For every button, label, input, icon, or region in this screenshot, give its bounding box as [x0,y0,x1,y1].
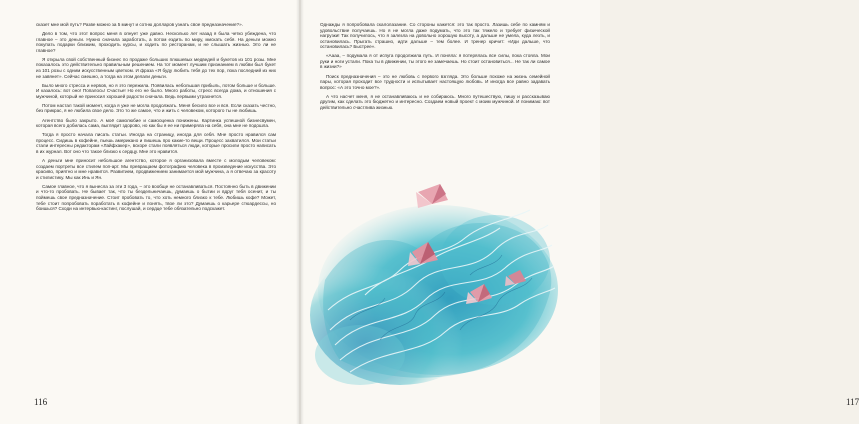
paragraph: Дело в том, что этот вопрос меня в опнует уже давно. Несколько лет назад я была четко убеждена, что главное – это деньги. Нужно сначала заработать, а потом ездить по миру, мискать себя. На деньги можно покупать подарки близким, проходить курсы, и ходить по ресторанам, и не слышать жизнью. Это ли не главное? [36,31,276,53]
paragraph: А деньги мне приносит небольшое агентство, которое я организовала вместе с молодым человеком: создаем портреты все стилем поп-арт. Мы превращаем фотографию человека в произведение искусства. Это красиво, приятно и мне нравится. Развитием, продвижением занимается мой мужчина, а я отвечаю за красоту и стилистику. Мы как Инь и Ян. [36,158,276,180]
paragraph: сказет мне мой путь? Разве можно за 5 минут и сотню долларов узнать свое предназначение?». [36,22,243,27]
ink-wash-shape [310,205,558,385]
paragraph: Потом настал такой момент, когда я уже не могла продолжать. Меня бесило все и вся. Если сказать честно, без прикрас, я не любила свое дело. Это то же самое, что и жить с человеком, которого ты не любишь. [36,102,276,114]
right-page-number: 117 [846,397,859,407]
paper-boat-icon [416,184,448,208]
left-page-text [36,22,276,215]
paragraph: Однажды я попробовала скалолазание. Со стороны кажется: это так просто. Лазишь себе по камням и удовольствие получаешь. Но я не могла даже подумать, что это так тяжело и требует физической нагрузки! Так получилось, что я залезла на довольно хорошую высоту, а дальше не умела, куда лезть, и остановилась. Прыгать страшно, идти дальше – тем более. И тренер кричит: «Иди дальше, что остановилась? Быстрее». [320,22,550,50]
left-page [0,0,299,424]
paragraph: «Аааа, – подумала я от испуга продолжила путь. И поняла: я потерялась все силы, пока стояла. Мои руки и ноги устали. Пока ты в движении, ты этого не замечаешь. Но стоит остановиться... Не так ли самое в жизни?» [320,53,550,70]
paragraph: Агентство было закрыто. А моё самолюбие и самооценка понижены. Картинка успешной бизнесвумен, которая всего добилась сама, выглядит здорово, но как бы я ее ни примеряла на себя, она мне не подошла. [36,117,276,129]
left-page-number: 116 [34,397,48,407]
watercolor-illustration [320,180,556,390]
paragraph: А что насчет меня, я не останавливаюсь и не собираюсь. Много путешествую, пишу и рассказываю другим, как сделать это бюджетно и интересно. Создаем новый проект с моим мужчиной. И понимаю: вот действительно счастлива жизнью. [320,93,550,110]
paragraph: Я открыла свой собственный бизнес по продаже больших плюшевых медведей и букетов из 101 розы. Мне показалось это действительно правильным решением. На тот момент лучшим признанием в любви был букет из 101 розы с одним искусственным цветком. И фраза «Я буду любить тебя до тех пор, пока последний из них не завянет». Сейчас смешно, а тогда на этом делали деньги. [36,56,276,79]
right-page-text [320,22,550,114]
paragraph: Тогда я просто начала писать статьи. Иногда на страницу, иногда для себя. Мне просто нравился сам процесс. Сидишь в кофейне, пьешь американо и пишешь про какие-то вещи. Процесс захватился. Мои статьи стали интересны редакторам «Лайфхакер», вскоре стали появляться люди, которые просили просто написать в их журнал. Вот оно что такое близко к сердцу. Мне это нравится. [36,132,276,154]
book-gutter [296,0,304,424]
paragraph: Поиск предназначения – это не любовь с первого взгляда. Это больше похоже на жизнь семейной пары, которая проходит все трудности и испытывает настоящую любовь. И иногда все равно задавать вопрос: «А это точно мое?». [320,73,550,90]
paragraph: Было много стресса и нервов, но я это пережила. Появилась небольшая прибыль, потом больше и больше. И казалось: вот оно! Попалось! Счастье! Но его не было. Много работы, стресс всегда дома, и отношения с мужчиной, который не приносил хорошей радости сначала. Ведь первыми утрахнется. [36,82,276,99]
paragraph: Самое главное, что я вынесла за эти 3 года, – это вообще не останавливаться. Постоянно быть в движении и что-то пробовать. Не бывает так, что ты бездельничаешь, думаешь о бытии и вдруг тебя осенит, и ты поймешь свое предназначение. Стоит пробовать то, что хоть немного близко к тебе. Любишь кофе? Может, тебе стоит попробовать поработать в кофейне и понять, твое ли это? Думаешь о карьере стюардессы, но боишься? Сходи на интервью-кастинг, послушай, и сердце тебе обязательно подскажет. [36,183,276,212]
